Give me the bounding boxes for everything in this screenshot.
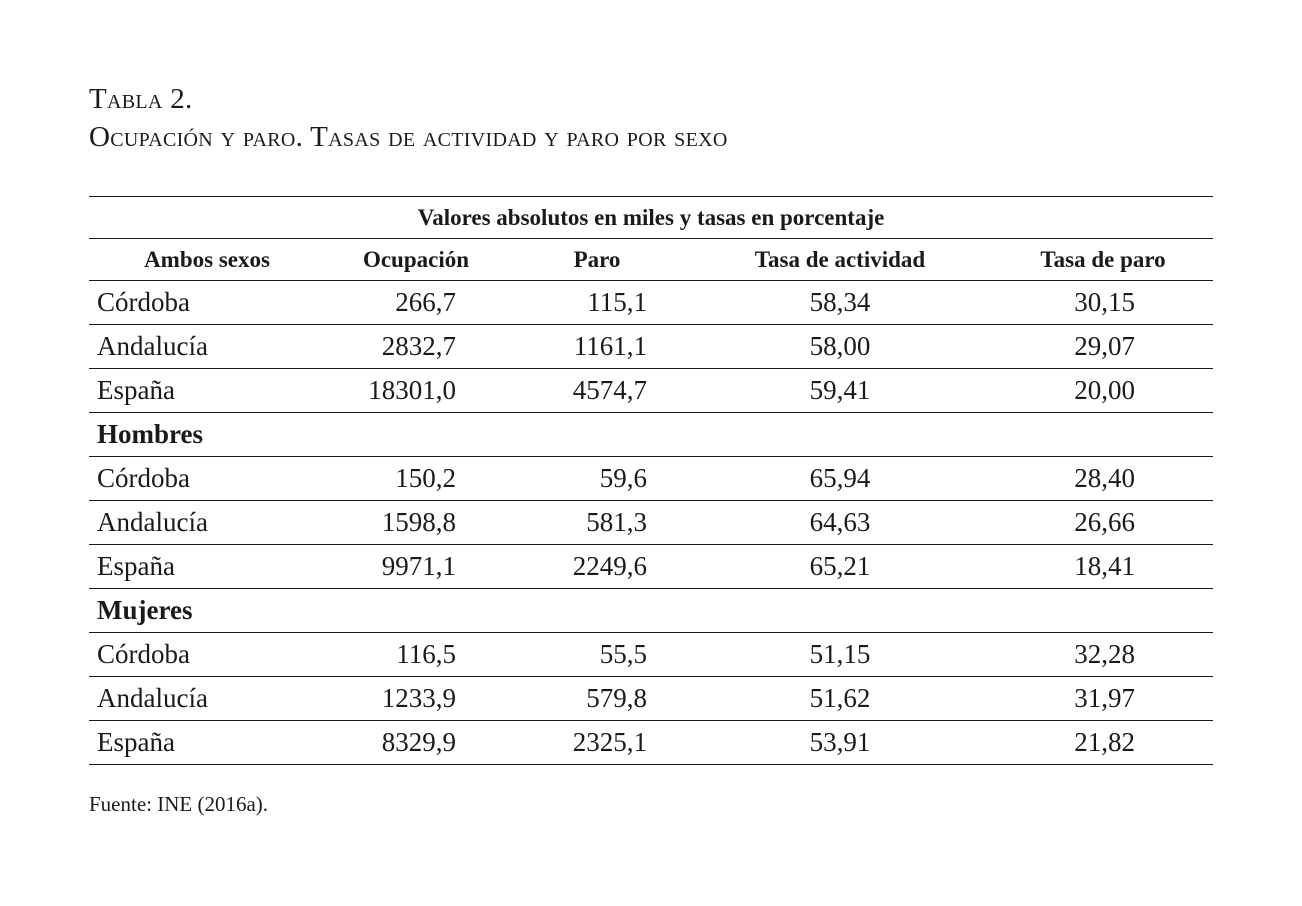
section-row-hombres [89, 413, 1213, 457]
ocupacion-cell: 9971,1 [325, 545, 507, 589]
paro-cell: 115,1 [507, 281, 687, 325]
data-table-container [89, 196, 1213, 765]
region-cell: Córdoba [89, 281, 325, 325]
region-cell: España [89, 545, 325, 589]
tasa-paro-cell: 31,97 [993, 677, 1213, 721]
tasa-paro-cell: 28,40 [993, 457, 1213, 501]
section-row-mujeres [89, 589, 1213, 633]
tasa-paro-cell: 29,07 [993, 325, 1213, 369]
region-cell: Córdoba [89, 457, 325, 501]
tasa-actividad-cell: 51,15 [687, 633, 993, 677]
tasa-actividad-cell: 58,00 [687, 325, 993, 369]
ocupacion-cell: 1598,8 [325, 501, 507, 545]
table-row [89, 369, 1213, 413]
table-row [89, 325, 1213, 369]
column-header: Ocupación [325, 239, 507, 281]
tasa-paro-cell: 30,15 [993, 281, 1213, 325]
tasa-actividad-cell: 58,34 [687, 281, 993, 325]
tasa-paro-cell: 21,82 [993, 721, 1213, 765]
table-label: Tabla 2. [89, 83, 193, 115]
ocupacion-cell: 1233,9 [325, 677, 507, 721]
tasa-actividad-cell: 59,41 [687, 369, 993, 413]
paro-cell: 581,3 [507, 501, 687, 545]
ocupacion-cell: 8329,9 [325, 721, 507, 765]
paro-cell: 1161,1 [507, 325, 687, 369]
ocupacion-cell: 116,5 [325, 633, 507, 677]
column-header: Tasa de paro [993, 239, 1213, 281]
column-header-row [89, 239, 1213, 281]
ocupacion-cell: 18301,0 [325, 369, 507, 413]
paro-cell: 2249,6 [507, 545, 687, 589]
column-header: Paro [507, 239, 687, 281]
table-row [89, 281, 1213, 325]
tasa-paro-cell: 18,41 [993, 545, 1213, 589]
paro-cell: 579,8 [507, 677, 687, 721]
paro-cell: 2325,1 [507, 721, 687, 765]
section-heading: Mujeres [89, 589, 1213, 633]
region-cell: España [89, 369, 325, 413]
paro-cell: 4574,7 [507, 369, 687, 413]
table-row [89, 677, 1213, 721]
tasa-paro-cell: 32,28 [993, 633, 1213, 677]
region-cell: España [89, 721, 325, 765]
ocupacion-cell: 266,7 [325, 281, 507, 325]
region-cell: Andalucía [89, 325, 325, 369]
region-cell: Andalucía [89, 677, 325, 721]
section-heading: Hombres [89, 413, 1213, 457]
paro-cell: 59,6 [507, 457, 687, 501]
table-row [89, 501, 1213, 545]
table-row [89, 721, 1213, 765]
tasa-actividad-cell: 53,91 [687, 721, 993, 765]
table-row [89, 633, 1213, 677]
region-cell: Córdoba [89, 633, 325, 677]
tasa-actividad-cell: 65,21 [687, 545, 993, 589]
table-caption [89, 80, 728, 156]
ocupacion-cell: 2832,7 [325, 325, 507, 369]
span-header: Valores absolutos en miles y tasas en porcentaje [89, 197, 1213, 239]
tasa-actividad-cell: 51,62 [687, 677, 993, 721]
paro-cell: 55,5 [507, 633, 687, 677]
tasa-actividad-cell: 64,63 [687, 501, 993, 545]
column-header: Tasa de actividad [687, 239, 993, 281]
region-cell: Andalucía [89, 501, 325, 545]
table-title: Ocupación y paro. Tasas de actividad y paro por sexo [89, 121, 728, 153]
ocupacion-cell: 150,2 [325, 457, 507, 501]
column-header: Ambos sexos [89, 239, 325, 281]
tasa-paro-cell: 26,66 [993, 501, 1213, 545]
tasa-paro-cell: 20,00 [993, 369, 1213, 413]
data-table [89, 196, 1213, 765]
table-row [89, 457, 1213, 501]
span-header-row [89, 197, 1213, 239]
table-row [89, 545, 1213, 589]
source-note: Fuente: INE (2016a). [89, 792, 269, 816]
tasa-actividad-cell: 65,94 [687, 457, 993, 501]
